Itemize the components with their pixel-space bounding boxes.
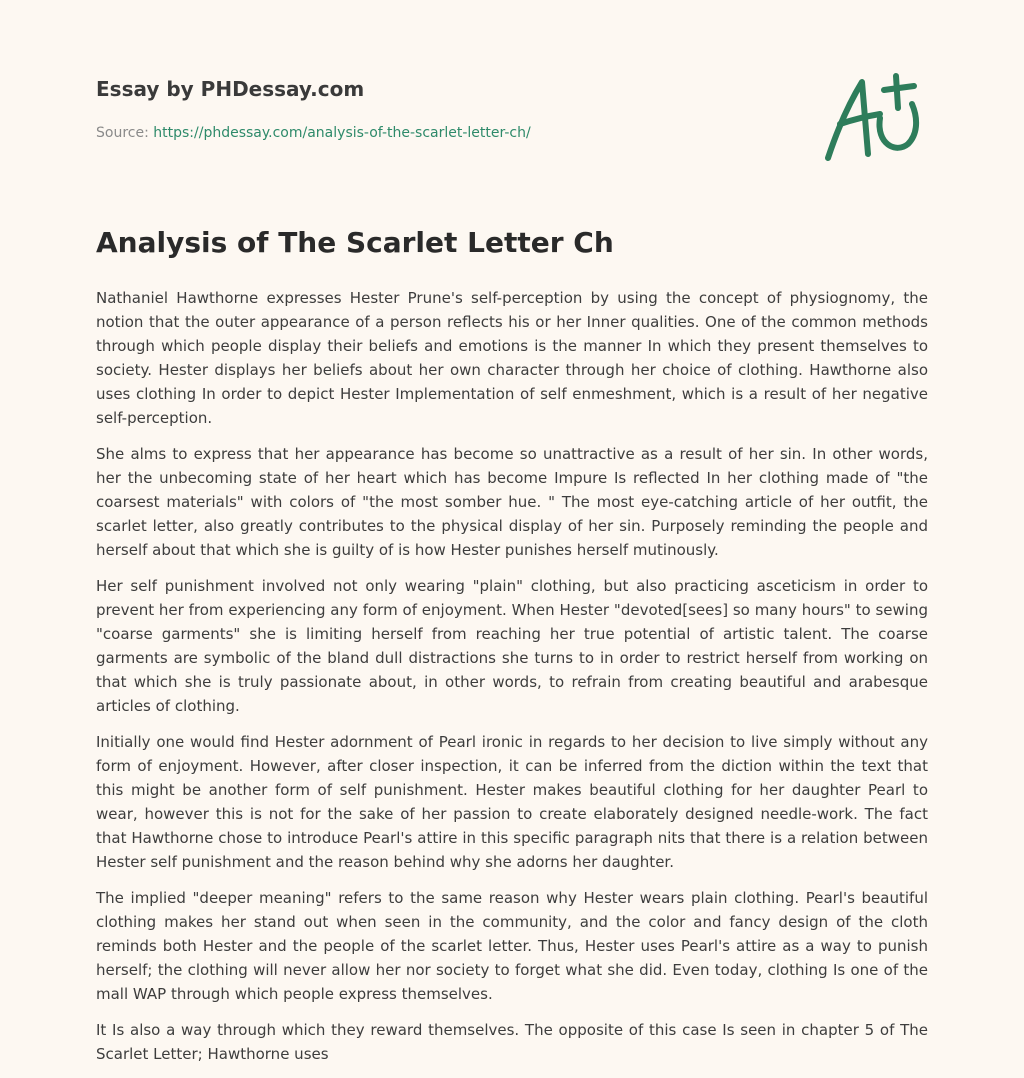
essay-body xyxy=(96,286,928,1078)
essay-paragraph: Her self punishment involved not only wearing "plain" clothing, but also practicing asceticism in order to prevent her from experiencing any form of enjoyment. When Hester "devoted[sees] so many hours" to sewing "coarse garments" she is limiting herself from reaching her true potential of artistic talent. The coarse garments are symbolic of the bland dull distractions she turns to in order to restrict herself from working on that which she is truly passionate about, in other words, to refrain from creating beautiful and arabesque articles of clothing. xyxy=(96,577,928,715)
site-title: Essay by PHDessay.com xyxy=(96,77,365,101)
source-label: Source: xyxy=(96,125,149,141)
essay-paragraph: Initially one would find Hester adornment of Pearl ironic in regards to her decision to live simply without any form of enjoyment. However, after closer inspection, it can be inferred from the diction within the text that this might be another form of self punishment. Hester makes beautiful clothing for her daughter Pearl to wear, however this is not for the sake of her passion to create elaborately designed needle-work. The fact that Hawthorne chose to introduce Pearl's attire in this specific paragraph nits that there is a relation between Hester self punishment and the reason behind why she adorns her daughter. xyxy=(96,733,928,871)
source-link[interactable]: https://phdessay.com/analysis-of-the-scarlet-letter-ch/ xyxy=(153,125,531,141)
source-line xyxy=(96,125,531,141)
essay-page xyxy=(96,0,928,1063)
a-plus-logo-icon xyxy=(822,68,926,164)
essay-paragraph: It Is also a way through which they reward themselves. The opposite of this case Is seen in chapter 5 of The Scarlet Letter; Hawthorne uses xyxy=(96,1021,928,1063)
page-header xyxy=(96,0,928,200)
essay-title: Analysis of The Scarlet Letter Ch xyxy=(96,226,614,259)
essay-paragraph: The implied "deeper meaning" refers to the same reason why Hester wears plain clothing. Pearl's beautiful clothing makes her stand out when seen in the community, and the color and fancy design of the cloth reminds both Hester and the people of the scarlet letter. Thus, Hester uses Pearl's attire as a way to punish herself; the clothing will never allow her nor society to forget what she did. Even today, clothing Is one of the mall WAP through which people express themselves. xyxy=(96,889,928,1003)
essay-paragraph: Nathaniel Hawthorne expresses Hester Prune's self-perception by using the concept of physiognomy, the notion that the outer appearance of a person reflects his or her Inner qualities. One of the common methods through which people display their beliefs and emotions is the manner In which they present themselves to society. Hester displays her beliefs about her own character through her choice of clothing. Hawthorne also uses clothing In order to depict Hester Implementation of self enmeshment, which is a result of her negative self-perception. xyxy=(96,289,928,427)
essay-paragraph: She alms to express that her appearance has become so unattractive as a result of her sin. In other words, her the unbecoming state of her heart which has become Impure Is reflected In her clothing made of "the coarsest materials" with colors of "the most somber hue. " The most eye-catching article of her outfit, the scarlet letter, also greatly contributes to the physical display of her sin. Purposely reminding the people and herself about that which she is guilty of is how Hester punishes herself mutinously. xyxy=(96,445,928,559)
